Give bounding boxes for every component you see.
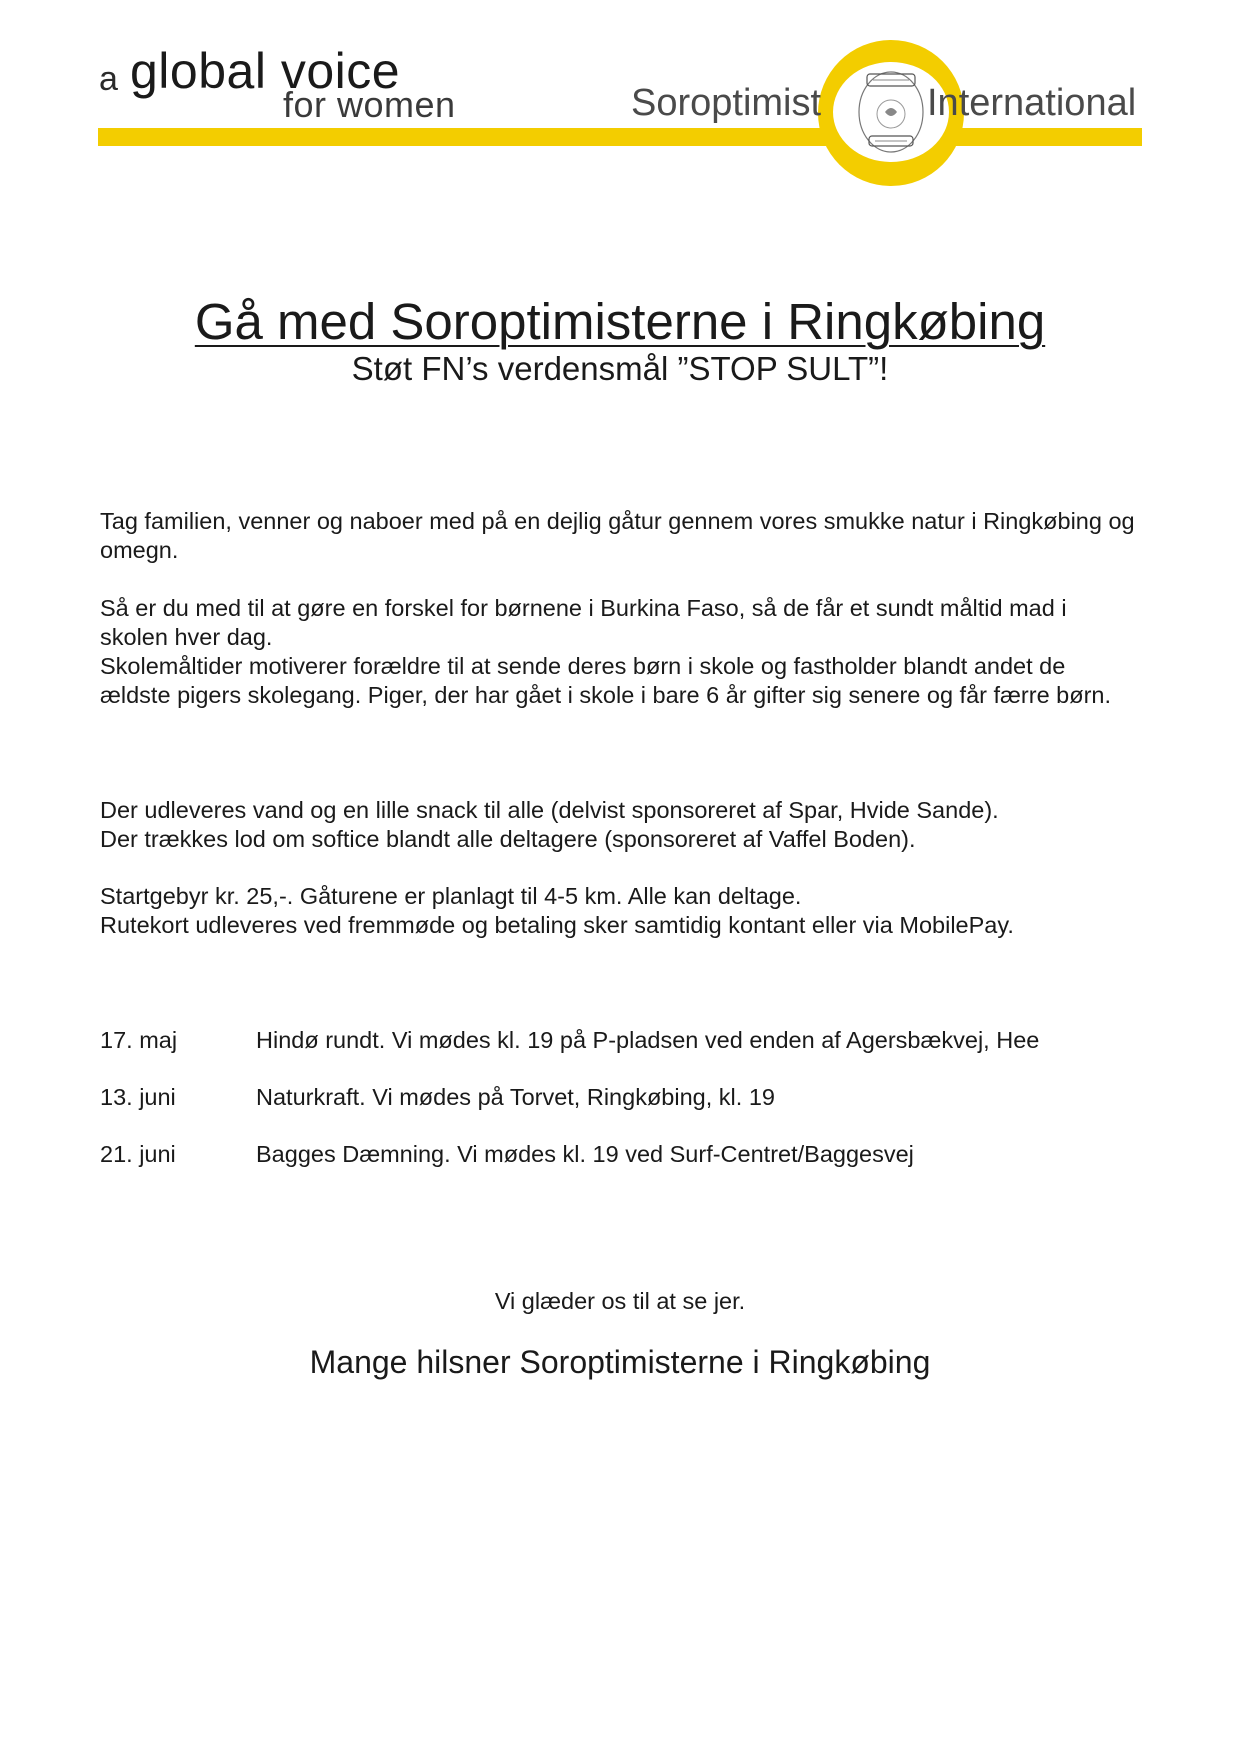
org-name-right: International: [927, 82, 1137, 124]
closing-line: Vi glæder os til at se jer.: [494, 1288, 746, 1314]
schedule-description: Hindø rundt. Vi mødes kl. 19 på P-pladsen ved enden af Agersbækvej, Hee: [256, 1027, 1040, 1053]
fee-paragraph: [100, 882, 1140, 940]
signoff-line: Mange hilsner Soroptimisterne i Ringkøbing: [309, 1344, 931, 1380]
raffle-line: Der trækkes lod om softice blandt alle deltagere (sponsoreret af Vaffel Boden).: [100, 826, 916, 852]
org-name-left: Soroptimist: [631, 82, 822, 124]
school-meals-line: Skolemåltider motiverer forældre til at sende deres børn i skole og fastholder blandt andet de ældste pigers skolegang. Piger, der har gået i skole i bare 6 år gifter sig senere og får færre børn.: [100, 653, 1112, 708]
schedule-description: Naturkraft. Vi mødes på Torvet, Ringkøbing, kl. 19: [256, 1084, 775, 1110]
tagline-main: global voice: [130, 43, 401, 99]
letterhead: [0, 0, 1240, 200]
page-title-text: Gå med Soroptimisterne i Ringkøbing: [194, 293, 1046, 350]
intro-paragraph: Tag familien, venner og naboer med på en dejlig gåtur gennem vores smukke natur i Ringkøbing og omegn.: [100, 508, 1135, 563]
schedule-date: 21. juni: [100, 1141, 176, 1167]
tagline: [97, 40, 517, 130]
schedule-row: [100, 1139, 1140, 1169]
fee-line: Startgebyr kr. 25,-. Gåturene er planlagt til 4-5 km. Alle kan deltage.: [100, 883, 802, 909]
tagline-sub: for women: [283, 84, 456, 125]
page-subtitle: Støt FN’s verdensmål ”STOP SULT”!: [351, 350, 889, 387]
refreshments-line: Der udleveres vand og en lille snack til alle (delvist sponsoreret af Spar, Hvide Sande).: [100, 797, 999, 823]
cause-line: Så er du med til at gøre en forskel for børnene i Burkina Faso, så de får et sundt måltid mad i skolen hver dag.: [100, 595, 1067, 650]
cause-paragraph: [100, 594, 1140, 710]
refreshments-paragraph: [100, 796, 1140, 854]
schedule-date: 13. juni: [100, 1084, 176, 1110]
tagline-a: a: [99, 60, 118, 98]
schedule-row: [100, 1082, 1140, 1112]
yellow-bar-decoration: [98, 128, 1142, 146]
schedule-description: Bagges Dæmning. Vi mødes kl. 19 ved Surf-Centret/Baggesvej: [256, 1141, 914, 1167]
page-title: [0, 294, 1240, 350]
schedule-row: [100, 1025, 1140, 1055]
route-map-line: Rutekort udleveres ved fremmøde og betaling sker samtidig kontant eller via MobilePay.: [100, 912, 1014, 938]
schedule-date: 17. maj: [100, 1027, 178, 1053]
